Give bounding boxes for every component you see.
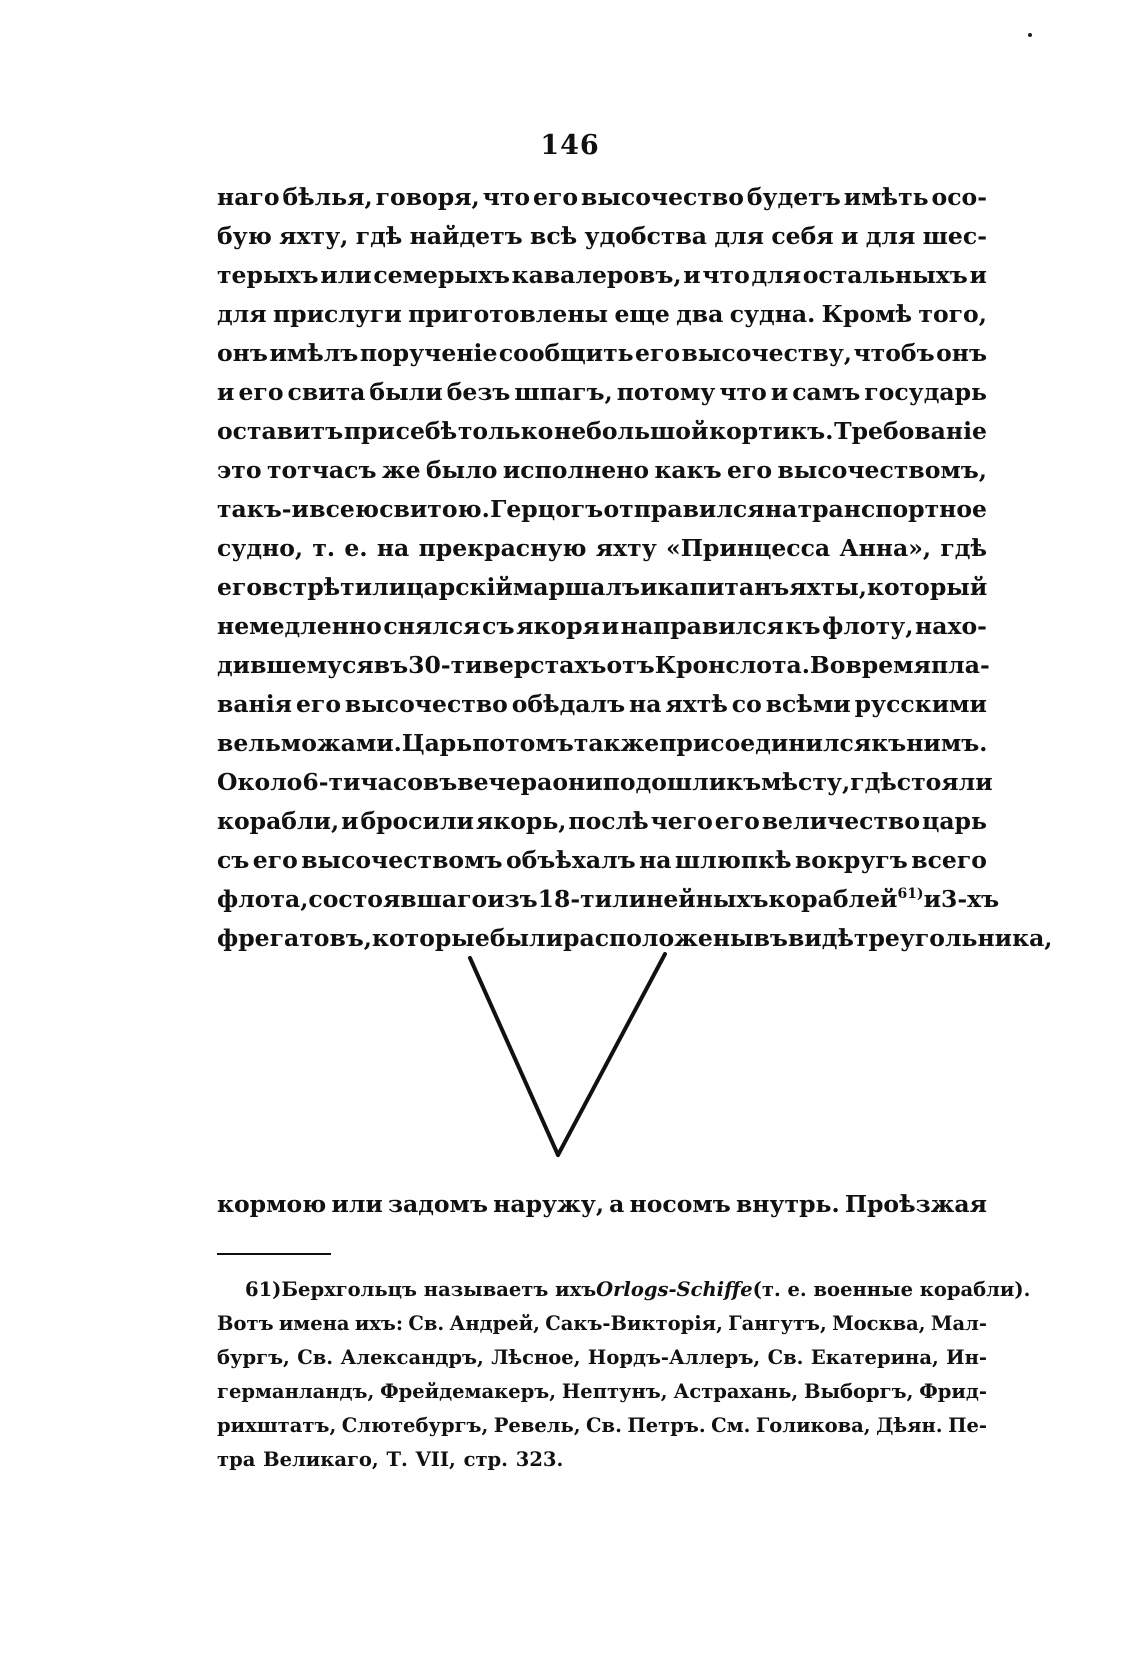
- text-line-2-word: шес-: [922, 222, 987, 250]
- text-line-12-word: и: [601, 612, 619, 640]
- text-line-1-word: высочество: [581, 183, 744, 211]
- text-line-5-word: онъ: [217, 339, 268, 367]
- text-line-5-word: чтобъ: [853, 339, 935, 367]
- text-line-18-word: его: [252, 846, 298, 874]
- text-line-17: [217, 802, 987, 841]
- footnote-line-3-word: Св.: [767, 1346, 804, 1369]
- text-line-14-word: яхтѣ: [665, 690, 728, 718]
- text-line-17-word: якорь,: [475, 807, 567, 835]
- text-line-1-word: будетъ: [746, 183, 841, 211]
- text-line-15-word: къ: [871, 729, 907, 757]
- footnote-german-term: Orlogs-Schiffe: [596, 1278, 753, 1301]
- text-line-10-word: «Принцесса: [666, 534, 831, 562]
- text-line-19-word: линейныхъ: [612, 885, 769, 913]
- text-line-after-diagram: [217, 1185, 987, 1224]
- text-line-16-word: 6-ти: [302, 768, 361, 796]
- text-line-3-word: кавалеровъ,: [511, 261, 682, 289]
- text-line-9-word: Герцогъ: [490, 495, 604, 523]
- text-line-16-word: Около: [217, 768, 303, 796]
- footnote-line-2-word: Андрей,: [449, 1312, 540, 1335]
- text-line-15: [217, 724, 987, 763]
- text-line-11: [217, 568, 987, 607]
- text-line-6-word: были: [369, 378, 443, 406]
- text-line-16-word: часовъ: [360, 768, 458, 796]
- text-line-20-word: въ: [753, 924, 788, 952]
- text-line-3-word: и: [683, 261, 701, 289]
- footnote-line-4: [217, 1375, 987, 1409]
- text-line-6-word: безъ: [446, 378, 511, 406]
- text-line-1-word: бѣлья,: [282, 183, 373, 211]
- text-line-8-word: его: [727, 456, 773, 484]
- footnote-line-4-word: германландъ,: [217, 1380, 375, 1403]
- text-line-9-word: такъ-и: [217, 495, 309, 523]
- footnote-line-4-word: Фрид-: [919, 1380, 987, 1403]
- text-line-15-word: присоединился: [659, 729, 872, 757]
- text-line-11-word: царскій: [406, 573, 513, 601]
- formation-left-arm: [470, 958, 558, 1155]
- footnote-line-5-word: Голикова,: [755, 1414, 871, 1437]
- text-line-3-word: или: [320, 261, 372, 289]
- footnote-line-3-word: Ин-: [946, 1346, 987, 1369]
- footnote-line-3: [217, 1341, 987, 1375]
- text-line-17-word: корабли,: [217, 807, 340, 835]
- text-line-17-word: бросили: [360, 807, 474, 835]
- text-line-20-word: видѣ: [787, 924, 854, 952]
- text-line-6-word: шпагъ,: [514, 378, 613, 406]
- text-line-2-word: для: [714, 222, 764, 250]
- text-line-2: [217, 217, 987, 256]
- text-line-13-word: пла-: [930, 651, 990, 679]
- main-text: [217, 178, 1053, 958]
- text-line-7: [217, 412, 987, 451]
- margin-speck: [1028, 33, 1032, 37]
- text-line-after-diagram-word: внутрь.: [735, 1190, 840, 1218]
- text-line-9-word: на: [764, 495, 798, 523]
- text-line-3-word: для: [751, 261, 802, 289]
- text-line-15-word: вельможами.: [217, 729, 402, 757]
- text-line-11-word: и: [640, 573, 658, 601]
- footnote-last-line-word: Т.: [386, 1448, 408, 1471]
- text-line-after-diagram-word: кормою: [217, 1190, 327, 1218]
- footnote-last-line-word: VII,: [415, 1448, 456, 1471]
- text-line-after-diagram-word: задомъ: [387, 1190, 488, 1218]
- text-line-16-word: мѣсту,: [761, 768, 851, 796]
- footnote-line-4-word: Нептунъ,: [561, 1380, 668, 1403]
- text-line-19: [217, 880, 1000, 919]
- formation-right-arm: [558, 954, 665, 1155]
- text-line-7-word: при: [343, 417, 395, 445]
- text-line-14-word: высочество: [344, 690, 508, 718]
- text-line-10-word: т.: [312, 534, 336, 562]
- text-line-16-word: стояли: [896, 768, 993, 796]
- text-line-14-word: на: [629, 690, 662, 718]
- text-line-8-word: какъ: [654, 456, 722, 484]
- footnote-line-2-word: Вотъ: [217, 1312, 274, 1335]
- text-line-7-word: оставитъ: [217, 417, 344, 445]
- footnote-last-line-word: Великаго,: [263, 1448, 379, 1471]
- text-line-10-word: Анна»,: [839, 534, 932, 562]
- text-line-7-word: себѣ: [395, 417, 458, 445]
- text-line-16-word: подошли: [602, 768, 727, 796]
- text-line-17-word: его: [714, 807, 760, 835]
- footnote-line-3-word: бургъ,: [217, 1346, 290, 1369]
- footnote-last-line-word: стр.: [463, 1448, 508, 1471]
- text-line-12-word: якоря: [516, 612, 600, 640]
- text-line-8-word: высочествомъ,: [777, 456, 987, 484]
- text-line-17-word: и: [341, 807, 359, 835]
- text-line-11-word: капитанъ: [657, 573, 790, 601]
- text-line-11-word: встрѣтили: [262, 573, 407, 601]
- text-line-19-word: флота,: [217, 885, 309, 913]
- text-line-10-word: гдѣ: [940, 534, 987, 562]
- text-line-7-word: кортикъ.: [709, 417, 834, 445]
- text-line-1-word: что: [482, 183, 531, 211]
- text-line-after-diagram-word: носомъ: [629, 1190, 731, 1218]
- footnote-line-5: [217, 1409, 987, 1443]
- text-line-20-word: расположены: [563, 924, 754, 952]
- text-line-17-word: чего: [650, 807, 713, 835]
- text-line-18-word: шлюпкѣ: [674, 846, 792, 874]
- text-line-6-word: потому: [616, 378, 716, 406]
- text-line-9-word: свитою.: [379, 495, 490, 523]
- footnote-marker: 61): [245, 1278, 282, 1301]
- text-line-2-word: найдетъ: [409, 222, 523, 250]
- text-line-2-word: и: [840, 222, 859, 250]
- footnote-line-4-word: Выборгъ,: [803, 1380, 914, 1403]
- text-line-12-word: нахо-: [915, 612, 987, 640]
- text-line-3-word: семерыхъ: [373, 261, 510, 289]
- text-line-3-word: и: [969, 261, 987, 289]
- text-line-14: [217, 685, 987, 724]
- footnote-line-2-word: Св.: [408, 1312, 445, 1335]
- footnote-reference: 61): [897, 886, 924, 903]
- footnote-line-1: [217, 1273, 1031, 1307]
- text-line-8-word: это: [217, 456, 262, 484]
- text-line-10-word: на: [376, 534, 410, 562]
- footnote-line-1-a: Берхгольцъ называетъ ихъ: [281, 1278, 597, 1301]
- text-line-3: [217, 256, 987, 295]
- text-line-9: [217, 490, 987, 529]
- text-line-6-word: самъ: [792, 378, 861, 406]
- text-line-after-diagram-word: а: [609, 1190, 625, 1218]
- text-line-11-word: маршалъ: [512, 573, 641, 601]
- text-line-7-word: только: [457, 417, 554, 445]
- text-line-15-word: Царь: [401, 729, 473, 757]
- text-line-6: [217, 373, 987, 412]
- text-line-3-word: остальныхъ: [802, 261, 968, 289]
- footnote-last-line-word: тра: [217, 1448, 256, 1471]
- text-line-12-word: снялся: [383, 612, 481, 640]
- text-line-1-word: имѣть: [843, 183, 929, 211]
- text-line-10-word: е.: [344, 534, 368, 562]
- text-line-19-word: состоявшаго: [308, 885, 488, 913]
- footnote-line-2-word: Москва,: [832, 1312, 926, 1335]
- text-line-7-word: небольшой: [554, 417, 709, 445]
- text-line-4-word: прислуги: [272, 300, 402, 328]
- text-line-13-word: дившемуся: [217, 651, 374, 679]
- footnote-line-2-word: имена: [278, 1312, 350, 1335]
- text-line-14-word: русскими: [854, 690, 987, 718]
- footnote-rule: [217, 1253, 331, 1255]
- footnote-line-4-word: Фрейдемакеръ,: [380, 1380, 556, 1403]
- text-line-12-word: флоту,: [822, 612, 914, 640]
- footnote-line-5-word: рихштатъ,: [217, 1414, 337, 1437]
- text-line-16-word: вечера: [457, 768, 553, 796]
- text-line-20-word: треугольника,: [853, 924, 1053, 952]
- text-line-3-word: что: [702, 261, 750, 289]
- text-line-5-word: имѣлъ: [269, 339, 359, 367]
- footnote-line-3-word: Св.: [297, 1346, 334, 1369]
- text-line-18-word: объѣхалъ: [505, 846, 636, 874]
- text-line-6-word: и: [217, 378, 235, 406]
- text-line-18-word: высочествомъ: [301, 846, 503, 874]
- page-number: 146: [540, 130, 600, 161]
- text-line-14-word: обѣдалъ: [511, 690, 626, 718]
- footnote-line-3-word: Екатерина,: [810, 1346, 939, 1369]
- text-line-17-word: царь: [921, 807, 987, 835]
- text-line-13-word: верстахъ: [482, 651, 607, 679]
- text-line-17-word: величество: [761, 807, 921, 835]
- text-line-8-word: исполнено: [502, 456, 650, 484]
- text-line-13-word: Кронслота.: [654, 651, 810, 679]
- text-line-18-word: вокругъ: [794, 846, 908, 874]
- text-line-13-word: въ: [373, 651, 409, 679]
- text-line-13-word: Во: [809, 651, 846, 679]
- text-line-4: [217, 295, 987, 334]
- text-line-5-word: сообщить: [498, 339, 634, 367]
- text-line-15-word: нимъ.: [906, 729, 988, 757]
- text-line-11-word: яхты,: [789, 573, 867, 601]
- footnote-line-2-word: Сакъ-Викторія,: [545, 1312, 723, 1335]
- text-line-4-word: судна.: [729, 300, 816, 328]
- text-line-16-word: гдѣ: [850, 768, 897, 796]
- footnote-line-5-word: Св.: [586, 1414, 622, 1437]
- text-line-19-word: 3-хъ: [941, 885, 1000, 913]
- text-line-9-word: всею: [309, 495, 379, 523]
- footnote-line-2-word: Мал-: [930, 1312, 987, 1335]
- text-line-2-word: себя: [771, 222, 834, 250]
- text-line-6-word: его: [238, 378, 284, 406]
- text-line-1-word: осо-: [931, 183, 987, 211]
- text-line-4-word: приготовлены: [408, 300, 609, 328]
- text-line-18-word: всего: [911, 846, 987, 874]
- text-line-20-word: фрегатовъ,: [217, 924, 372, 952]
- footnote-last-line-word: 323.: [515, 1448, 564, 1471]
- footnote-line-2-word: ихъ:: [354, 1312, 404, 1335]
- text-line-18-word: съ: [217, 846, 250, 874]
- text-line-5: [217, 334, 987, 373]
- text-line-16-word: они: [552, 768, 603, 796]
- text-line-13-word: 30-ти: [408, 651, 483, 679]
- footnote-line-5-word: Дѣян.: [876, 1414, 943, 1437]
- footnote-line-5-word: Петръ.: [627, 1414, 706, 1437]
- text-line-5-word: онъ: [936, 339, 987, 367]
- text-line-19-word: 18-ти: [537, 885, 613, 913]
- footnote-line-2: [217, 1307, 987, 1341]
- text-line-12: [217, 607, 987, 646]
- text-line-5-word: его: [635, 339, 681, 367]
- text-line-19-word: и: [923, 885, 941, 913]
- text-line-4-word: того,: [918, 300, 987, 328]
- continued-text: [217, 1185, 987, 1224]
- text-line-2-word: всѣ: [530, 222, 578, 250]
- footnote-line-2-word: Гангутъ,: [728, 1312, 827, 1335]
- text-line-6-word: что: [719, 378, 767, 406]
- text-line-17-word: послѣ: [568, 807, 649, 835]
- text-line-2-word: яхту,: [279, 222, 349, 250]
- text-line-12-word: направился: [620, 612, 784, 640]
- text-line-8: [217, 451, 987, 490]
- text-line-10-word: судно,: [217, 534, 304, 562]
- text-line-1-word: его: [533, 183, 579, 211]
- text-line-16: [217, 763, 993, 802]
- footnote-line-3-word: Александръ,: [340, 1346, 484, 1369]
- footnote: [217, 1273, 1031, 1477]
- footnote-last-line: [217, 1443, 987, 1477]
- text-line-4-word: для: [217, 300, 267, 328]
- text-line-5-word: порученіе: [359, 339, 498, 367]
- text-line-14-word: со: [731, 690, 762, 718]
- footnote-line-5-word: Пе-: [948, 1414, 987, 1437]
- text-line-14-word: ванія: [217, 690, 293, 718]
- text-line-19-word: кораблей$^{61)}$: [768, 885, 924, 913]
- text-line-11-word: его: [217, 573, 263, 601]
- footnote-line-3-word: Нордъ-Аллеръ,: [587, 1346, 761, 1369]
- text-line-8-word: тотчасъ: [266, 456, 377, 484]
- text-line-2-word: для: [865, 222, 916, 250]
- footnote-line-1-b: (т. е. военные корабли).: [752, 1278, 1031, 1301]
- footnote-line-5-word: Слютебургъ,: [341, 1414, 489, 1437]
- fleet-formation-diagram: [460, 940, 710, 1160]
- text-line-2-word: гдѣ: [355, 222, 403, 250]
- text-line-10: [217, 529, 987, 568]
- text-line-4-word: Кромѣ: [821, 300, 913, 328]
- footnote-line-4-word: Астрахань,: [673, 1380, 799, 1403]
- text-line-4-word: еще: [614, 300, 670, 328]
- text-line-12-word: къ: [785, 612, 821, 640]
- text-line-13-word: время: [845, 651, 931, 679]
- text-line-1-word: говоря,: [375, 183, 480, 211]
- text-line-6-word: свита: [287, 378, 366, 406]
- text-line-9-word: отправился: [603, 495, 765, 523]
- text-line-10-word: прекрасную: [418, 534, 587, 562]
- text-line-13: [217, 646, 990, 685]
- text-line-19-word: изъ: [487, 885, 538, 913]
- text-line-8-word: же: [381, 456, 421, 484]
- text-line-after-diagram-word: Проѣзжая: [844, 1190, 987, 1218]
- text-line-1: [217, 178, 987, 217]
- text-line-5-word: высочеству,: [681, 339, 852, 367]
- text-line-10-word: яхту: [595, 534, 657, 562]
- text-line-8-word: было: [425, 456, 498, 484]
- text-line-20-word: которые: [371, 924, 490, 952]
- text-line-9-word: транспортное: [797, 495, 987, 523]
- text-line-6-word: государь: [864, 378, 987, 406]
- text-line-14-word: всѣми: [765, 690, 851, 718]
- text-line-12-word: немедленно: [217, 612, 382, 640]
- text-line-4-word: два: [676, 300, 724, 328]
- text-line-3-word: терыхъ: [217, 261, 319, 289]
- text-line-12-word: съ: [482, 612, 515, 640]
- text-line-6-word: и: [770, 378, 789, 406]
- text-line-11-word: который: [866, 573, 988, 601]
- text-line-after-diagram-word: или: [331, 1190, 383, 1218]
- text-line-1-word: наго: [217, 183, 280, 211]
- text-line-18: [217, 841, 987, 880]
- text-line-15-word: также: [573, 729, 660, 757]
- footnote-line-5-word: Ревель,: [493, 1414, 581, 1437]
- text-line-14-word: его: [295, 690, 341, 718]
- text-line-after-diagram-word: наружу,: [493, 1190, 604, 1218]
- text-line-15-word: потомъ: [472, 729, 574, 757]
- text-line-20-word: были: [489, 924, 564, 952]
- text-line-2-word: удобства: [584, 222, 708, 250]
- text-line-16-word: къ: [726, 768, 762, 796]
- footnote-line-5-word: См.: [711, 1414, 751, 1437]
- footnote-line-3-word: Лѣсное,: [491, 1346, 581, 1369]
- text-line-18-word: на: [639, 846, 672, 874]
- text-line-13-word: отъ: [606, 651, 655, 679]
- text-line-7-word: Требованіе: [834, 417, 987, 445]
- text-line-2-word: бую: [217, 222, 272, 250]
